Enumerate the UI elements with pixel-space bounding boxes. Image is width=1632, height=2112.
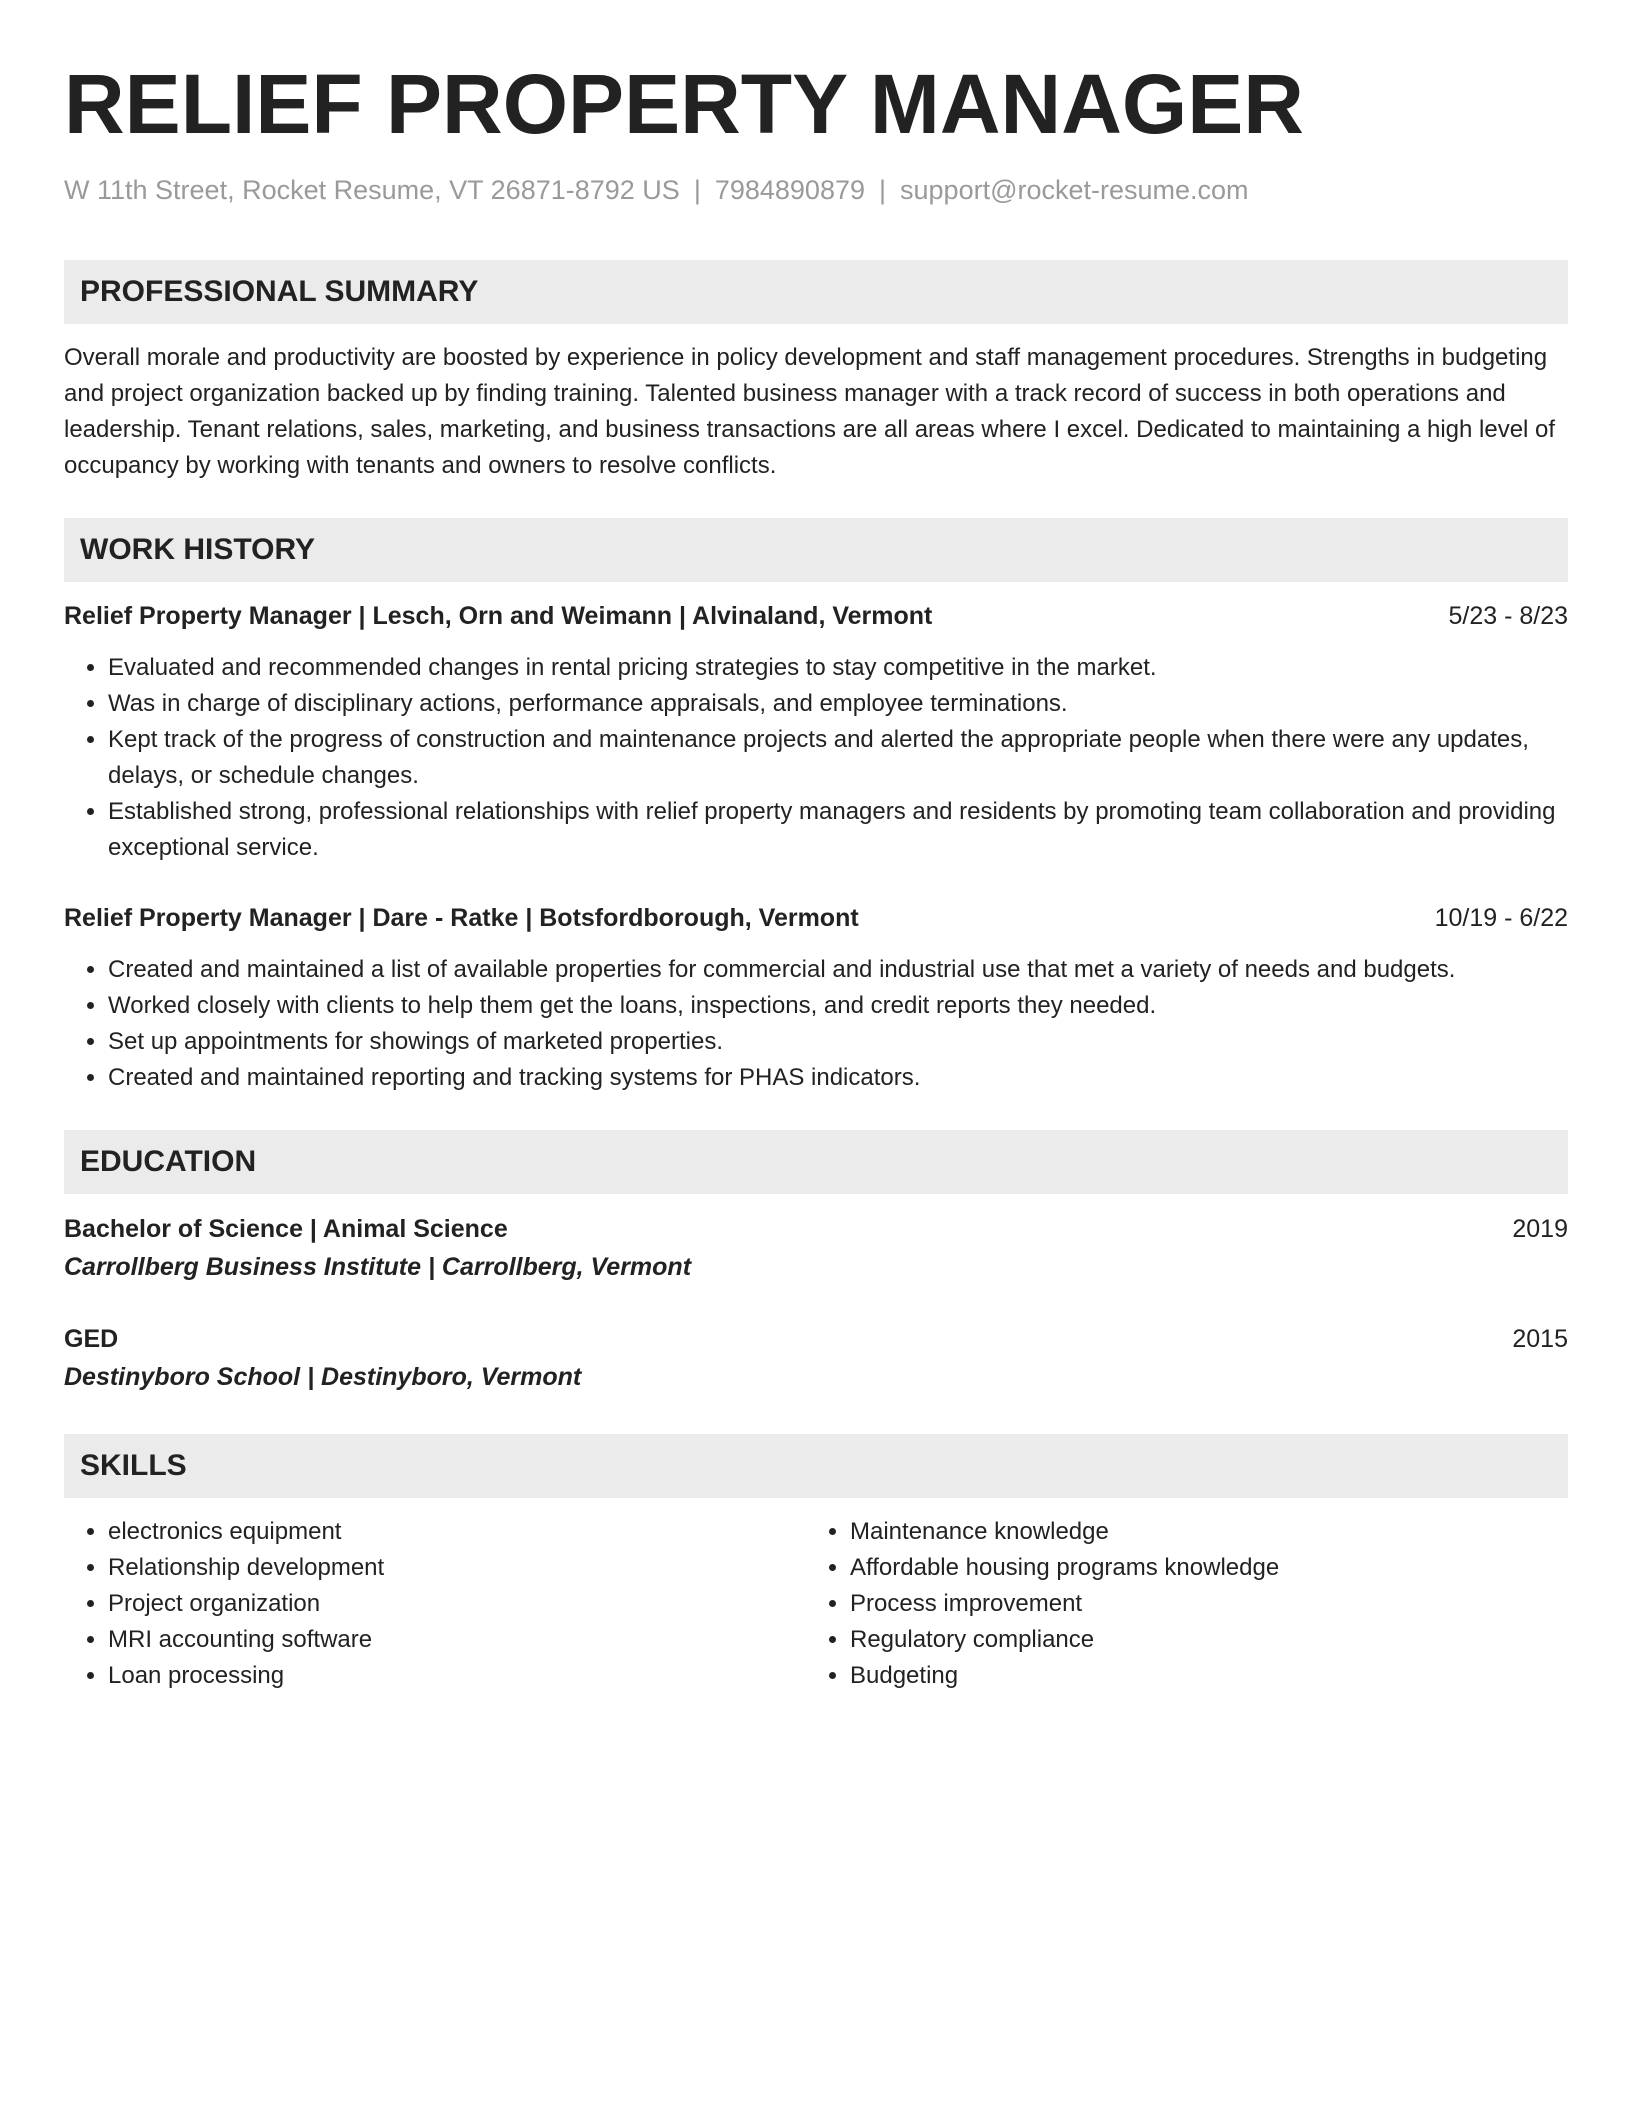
education-header	[64, 1210, 1568, 1248]
skill-item: • Loan processing	[108, 1658, 806, 1694]
job-entry	[64, 900, 1568, 1096]
contact-line	[64, 172, 1568, 208]
skill-item: • Project organization	[108, 1586, 806, 1622]
section-header-education: EDUCATION	[64, 1130, 1568, 1194]
skill-item: • Relationship development	[108, 1550, 806, 1586]
section-header-skills: SKILLS	[64, 1434, 1568, 1498]
job-bullet: • Kept track of the progress of construction and maintenance projects and alerted the appropriate people when there were any updates, delays, or schedule changes.	[108, 722, 1568, 794]
contact-separator: |	[879, 175, 887, 205]
job-bullet: • Evaluated and recommended changes in rental pricing strategies to stay competitive in the market.	[108, 650, 1568, 686]
skill-item: • electronics equipment	[108, 1514, 806, 1550]
contact-address: W 11th Street, Rocket Resume, VT 26871-8792 US	[64, 175, 680, 205]
skill-item: • Process improvement	[850, 1586, 1548, 1622]
job-dates: 10/19 - 6/22	[1434, 904, 1568, 932]
skill-item: • MRI accounting software	[108, 1622, 806, 1658]
education-school: Carrollberg Business Institute | Carrollberg, Vermont	[64, 1253, 692, 1281]
job-title: Relief Property Manager | Dare - Ratke | Botsfordborough, Vermont	[64, 904, 859, 932]
education-entry	[64, 1320, 1568, 1396]
contact-email: support@rocket-resume.com	[900, 175, 1249, 205]
education-year: 2015	[1512, 1325, 1568, 1353]
skill-item: • Regulatory compliance	[850, 1622, 1548, 1658]
resume-name: RELIEF PROPERTY MANAGER	[64, 57, 1304, 151]
education-degree: GED	[64, 1325, 119, 1353]
job-entry	[64, 598, 1568, 866]
summary-text: Overall morale and productivity are boosted by experience in policy development and staff management procedures. Strengths in budgeting and project organization backed up by finding training. Talented business manager with a track record of success in both operations and leadership. Tenant relations, sales, marketing, and business transactions are all areas where I excel. Dedicated to maintaining a high level of occupancy by working with tenants and owners to resolve conflicts.	[64, 344, 1556, 479]
skills-columns	[64, 1514, 1568, 1694]
education-school: Destinyboro School | Destinyboro, Vermont	[64, 1363, 582, 1391]
contact-separator: |	[693, 175, 701, 205]
contact-phone: 7984890879	[714, 175, 865, 205]
job-dates: 5/23 - 8/23	[1448, 602, 1568, 630]
education-year: 2019	[1512, 1215, 1568, 1243]
job-bullets	[64, 650, 1568, 866]
job-bullet: • Created and maintained a list of available properties for commercial and industrial use that met a variety of needs and budgets.	[108, 952, 1568, 988]
education-header	[64, 1320, 1568, 1358]
skill-item: • Budgeting	[850, 1658, 1548, 1694]
job-bullet: • Set up appointments for showings of marketed properties.	[108, 1024, 1568, 1060]
skill-item: • Affordable housing programs knowledge	[850, 1550, 1548, 1586]
education-entry	[64, 1210, 1568, 1286]
skills-list-right	[806, 1514, 1548, 1694]
job-header	[64, 900, 1568, 936]
section-header-summary: PROFESSIONAL SUMMARY	[64, 260, 1568, 324]
job-bullet: • Created and maintained reporting and tracking systems for PHAS indicators.	[108, 1060, 1568, 1096]
skills-list-left	[64, 1514, 806, 1694]
section-header-work-history: WORK HISTORY	[64, 518, 1568, 582]
job-bullet: • Established strong, professional relationships with relief property managers and residents by promoting team collaboration and providing exceptional service.	[108, 794, 1568, 866]
job-bullets	[64, 952, 1568, 1096]
education-degree: Bachelor of Science | Animal Science	[64, 1215, 508, 1243]
job-bullet: • Worked closely with clients to help them get the loans, inspections, and credit reports they needed.	[108, 988, 1568, 1024]
job-title: Relief Property Manager | Lesch, Orn and Weimann | Alvinaland, Vermont	[64, 602, 933, 630]
resume-page	[64, 0, 1568, 1694]
skill-item: • Maintenance knowledge	[850, 1514, 1548, 1550]
job-bullet: • Was in charge of disciplinary actions, performance appraisals, and employee terminations.	[108, 686, 1568, 722]
job-header	[64, 598, 1568, 634]
